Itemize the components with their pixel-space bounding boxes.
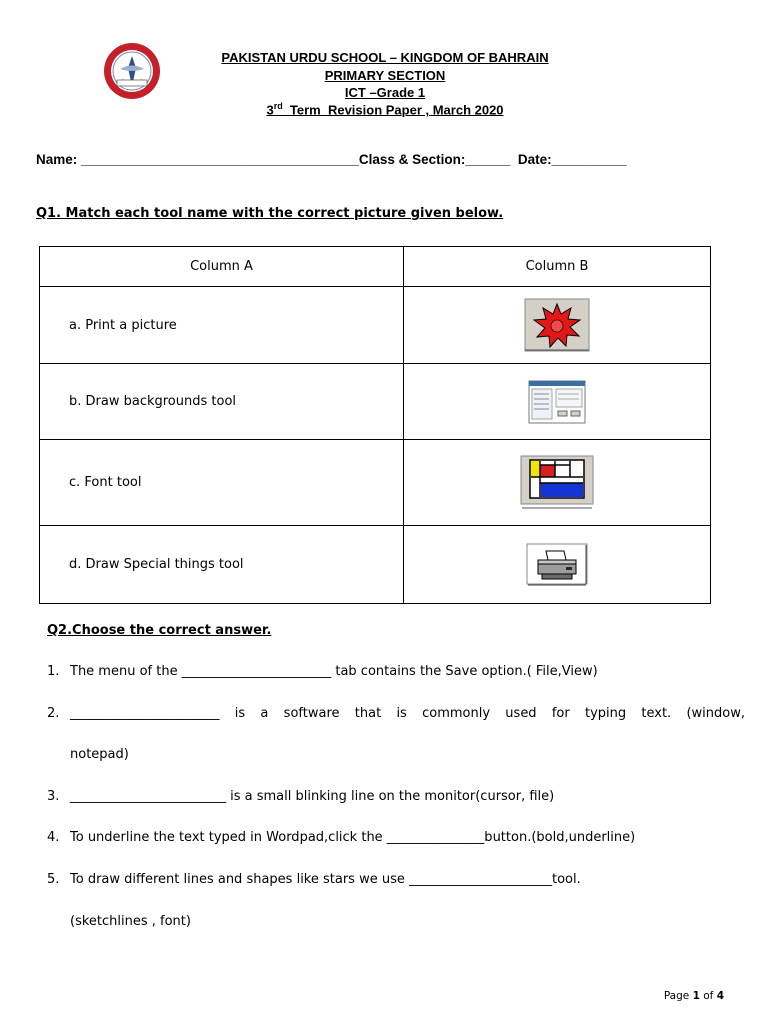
question-2-item-5: 5. To draw different lines and shapes like stars we use ______________________tool. <box>47 872 581 887</box>
starburst-tool-icon <box>524 298 590 352</box>
question-2-item-1: 1. The menu of the _______________________ tab contains the Save option.( File,View) <box>47 664 598 679</box>
row-c-text: c. Font tool <box>40 440 404 526</box>
background-pattern-icon <box>520 455 594 511</box>
column-a-header: Column A <box>40 247 404 287</box>
row-b-text: b. Draw backgrounds tool <box>40 364 404 440</box>
subject-grade: ICT –Grade 1 <box>344 85 426 100</box>
printer-icon <box>526 543 588 587</box>
page-number: Page 1 of 4 <box>663 990 724 1002</box>
question-2-item-2: _______________________ is a software that is commonly used for typing text. (window, <box>70 706 745 721</box>
school-name: PAKISTAN URDU SCHOOL – KINGDOM OF BAHRAIN <box>221 50 549 65</box>
row-d-picture-cell <box>404 526 711 604</box>
table-row <box>40 364 711 440</box>
question-2-item-5-continued: (sketchlines , font) <box>70 914 191 929</box>
question-2-item-2-number: 2. <box>47 706 60 721</box>
question-1-title: Q1. Match each tool name with the correct picture given below. <box>36 206 504 221</box>
row-c-picture-cell <box>404 440 711 526</box>
section-name: PRIMARY SECTION <box>324 68 446 83</box>
question-2-item-3: 3. ________________________ is a small blinking line on the monitor(cursor, file) <box>47 789 555 804</box>
row-a-picture-cell <box>404 287 711 364</box>
question-2-item-2-continued: notepad) <box>70 747 129 762</box>
question-2-title: Q2.Choose the correct answer. <box>47 623 272 638</box>
window-screenshot-icon <box>528 380 586 424</box>
row-b-picture-cell <box>404 364 711 440</box>
paper-title: 3rd Term Revision Paper , March 2020 <box>266 101 504 118</box>
question-2-item-4: 4. To underline the text typed in Wordpad,click the _______________button.(bold,underline) <box>47 830 636 845</box>
table-row <box>40 526 711 604</box>
table-row <box>40 287 711 364</box>
table-row <box>40 440 711 526</box>
match-table <box>39 246 711 604</box>
row-a-text: a. Print a picture <box>40 287 404 364</box>
match-table-header <box>40 247 711 287</box>
column-b-header: Column B <box>404 247 711 287</box>
student-info-line: Name: _____________________________________Class & Section:______ Date:__________ <box>36 152 627 167</box>
row-d-text: d. Draw Special things tool <box>40 526 404 604</box>
